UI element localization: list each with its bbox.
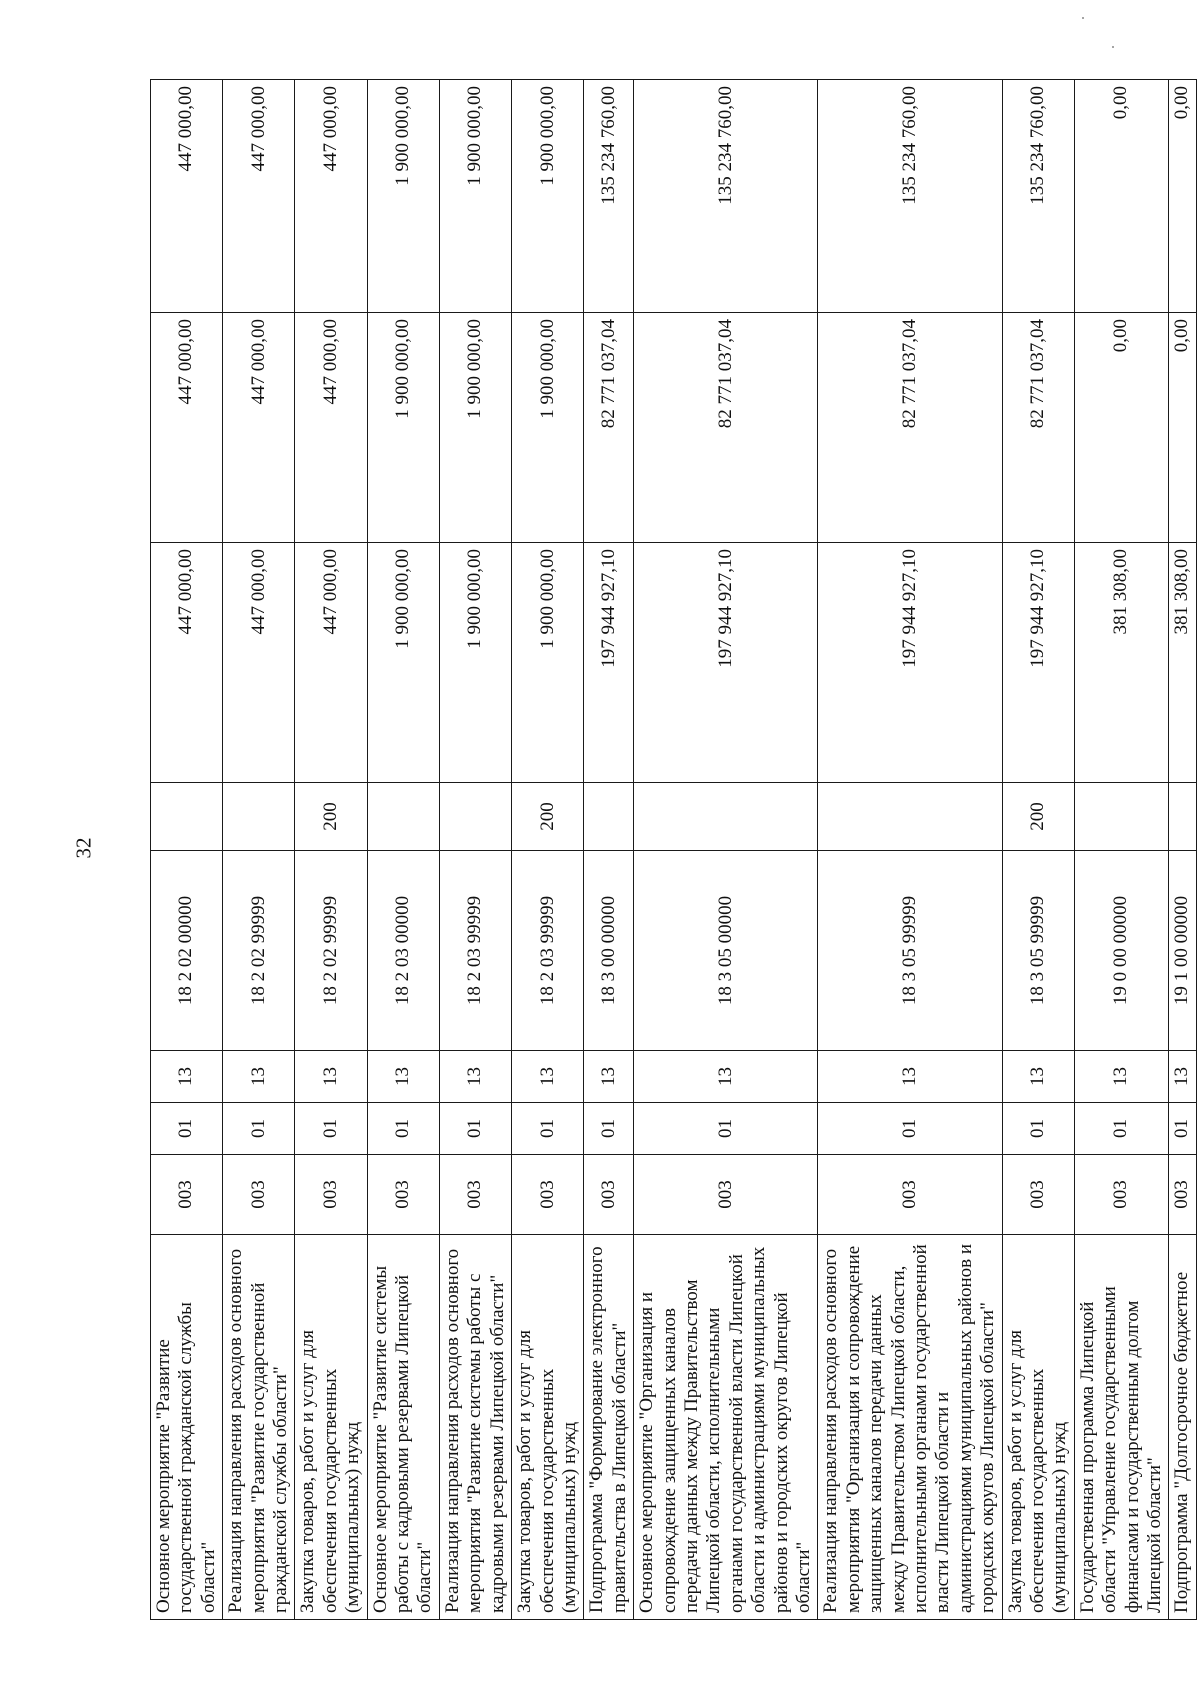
row-code-target: 18 3 00 00000 [584,851,634,1051]
row-name: Реализация направления расходов основного мероприятия "Развитие государственной гражданской службы области" [223,1235,295,1620]
row-sum-3: 1 900 000,00 [367,80,439,313]
row-code-subsection: 13 [512,1051,584,1103]
row-sum-1: 197 944 927,10 [1002,543,1074,783]
row-code-admin: 003 [223,1155,295,1235]
row-code-subsection: 13 [1074,1051,1169,1103]
row-code-target: 18 2 02 00000 [151,851,223,1051]
row-code-expense-type [1074,783,1169,851]
row-sum-2: 447 000,00 [151,313,223,543]
row-code-section: 01 [367,1103,439,1155]
row-code-target: 18 2 03 99999 [512,851,584,1051]
row-name: Реализация направления расходов основного мероприятия "Организация и сопровождение защищенных каналов передачи данных между Правительством Липецкой области, исполнительными органами государственной власти Липецкой области и администрациями муниципальных районов и городских округов Липецкой области" [818,1235,1002,1620]
row-sum-2: 82 771 037,04 [1002,313,1074,543]
row-code-subsection: 13 [634,1051,818,1103]
row-code-section: 01 [818,1103,1002,1155]
row-code-admin: 003 [1002,1155,1074,1235]
row-sum-1: 447 000,00 [295,543,367,783]
row-sum-2: 0,00 [1169,313,1196,543]
row-name: Основное мероприятие "Развитие государственной гражданской службы области" [151,1235,223,1620]
table-row [818,80,1002,1620]
row-code-expense-type [367,783,439,851]
row-sum-3: 447 000,00 [151,80,223,313]
table-body [151,80,1197,1620]
row-sum-1: 197 944 927,10 [634,543,818,783]
row-sum-2: 82 771 037,04 [818,313,1002,543]
row-sum-1: 447 000,00 [151,543,223,783]
row-sum-1: 381 308,00 [1074,543,1169,783]
row-sum-3: 447 000,00 [223,80,295,313]
page-number: 32 [71,837,96,859]
row-code-expense-type [223,783,295,851]
row-name: Реализация направления расходов основного мероприятия "Развитие системы работы с кадровыми резервами Липецкой области" [439,1235,511,1620]
row-code-admin: 003 [818,1155,1002,1235]
row-sum-1: 447 000,00 [223,543,295,783]
row-code-section: 01 [634,1103,818,1155]
row-code-subsection: 13 [223,1051,295,1103]
rotated-table-wrapper [150,80,1193,1620]
row-code-admin: 003 [512,1155,584,1235]
row-code-admin: 003 [1169,1155,1196,1235]
row-code-target: 18 2 03 99999 [439,851,511,1051]
row-name: Закупка товаров, работ и услуг для обеспечения государственных (муниципальных) нужд [295,1235,367,1620]
row-code-section: 01 [1074,1103,1169,1155]
table-row [295,80,367,1620]
row-code-expense-type [439,783,511,851]
row-code-expense-type: 200 [512,783,584,851]
row-sum-2: 1 900 000,00 [512,313,584,543]
row-sum-3: 1 900 000,00 [439,80,511,313]
row-name: Государственная программа Липецкой области "Управление государственными финансами и государственным долгом Липецкой области" [1074,1235,1169,1620]
row-code-subsection: 13 [584,1051,634,1103]
row-code-expense-type [818,783,1002,851]
row-code-target: 18 2 02 99999 [295,851,367,1051]
row-sum-1: 1 900 000,00 [439,543,511,783]
row-code-admin: 003 [634,1155,818,1235]
row-code-target: 18 3 05 99999 [818,851,1002,1051]
row-sum-2: 82 771 037,04 [584,313,634,543]
row-code-admin: 003 [151,1155,223,1235]
row-sum-2: 447 000,00 [223,313,295,543]
row-code-expense-type: 200 [295,783,367,851]
row-sum-3: 447 000,00 [295,80,367,313]
row-name: Подпрограмма "Формирование электронного правительства в Липецкой области" [584,1235,634,1620]
table-row [634,80,818,1620]
row-name: Закупка товаров, работ и услуг для обеспечения государственных (муниципальных) нужд [512,1235,584,1620]
scan-speck [1082,17,1084,19]
row-code-target: 18 3 05 99999 [1002,851,1074,1051]
row-code-subsection: 13 [295,1051,367,1103]
table-row [512,80,584,1620]
row-sum-2: 82 771 037,04 [634,313,818,543]
row-code-section: 01 [223,1103,295,1155]
budget-table [150,79,1197,1620]
row-code-target: 19 1 00 00000 [1169,851,1196,1051]
row-code-expense-type: 200 [1002,783,1074,851]
row-sum-3: 135 234 760,00 [634,80,818,313]
row-code-admin: 003 [1074,1155,1169,1235]
row-code-admin: 003 [584,1155,634,1235]
row-code-section: 01 [151,1103,223,1155]
row-code-expense-type [634,783,818,851]
table-row [223,80,295,1620]
row-sum-3: 0,00 [1074,80,1169,313]
row-sum-1: 197 944 927,10 [818,543,1002,783]
row-sum-2: 1 900 000,00 [439,313,511,543]
row-code-section: 01 [584,1103,634,1155]
row-code-admin: 003 [439,1155,511,1235]
row-code-expense-type [151,783,223,851]
row-code-admin: 003 [367,1155,439,1235]
row-name: Основное мероприятие "Развитие системы работы с кадровыми резервами Липецкой области" [367,1235,439,1620]
row-code-subsection: 13 [1169,1051,1196,1103]
row-code-section: 01 [295,1103,367,1155]
row-code-expense-type [1169,783,1196,851]
row-code-admin: 003 [295,1155,367,1235]
row-code-subsection: 13 [439,1051,511,1103]
row-sum-2: 1 900 000,00 [367,313,439,543]
row-code-subsection: 13 [1002,1051,1074,1103]
row-code-target: 18 2 03 00000 [367,851,439,1051]
row-code-section: 01 [512,1103,584,1155]
row-code-section: 01 [439,1103,511,1155]
table-row [1169,80,1196,1620]
row-code-section: 01 [1002,1103,1074,1155]
row-sum-1: 197 944 927,10 [584,543,634,783]
table-row [1074,80,1169,1620]
row-sum-3: 0,00 [1169,80,1196,313]
row-code-subsection: 13 [151,1051,223,1103]
table-row [584,80,634,1620]
row-code-target: 18 2 02 99999 [223,851,295,1051]
row-code-expense-type [584,783,634,851]
table-row [1002,80,1074,1620]
row-code-subsection: 13 [818,1051,1002,1103]
row-sum-2: 447 000,00 [295,313,367,543]
table-row [367,80,439,1620]
row-sum-1: 1 900 000,00 [367,543,439,783]
row-code-target: 19 0 00 00000 [1074,851,1169,1051]
row-name: Основное мероприятие "Организация и сопровождение защищенных каналов передачи данных между Правительством Липецкой области, исполнительными органами государственной власти Липецкой области и администрациями муниципальных районов и городских округов Липецкой области" [634,1235,818,1620]
row-code-section: 01 [1169,1103,1196,1155]
row-sum-1: 1 900 000,00 [512,543,584,783]
table-row [439,80,511,1620]
scan-speck [1112,46,1114,48]
row-code-subsection: 13 [367,1051,439,1103]
row-sum-2: 0,00 [1074,313,1169,543]
row-sum-3: 135 234 760,00 [818,80,1002,313]
table-row [151,80,223,1620]
row-sum-3: 135 234 760,00 [584,80,634,313]
row-name: Подпрограмма "Долгосрочное бюджетное [1169,1235,1196,1620]
row-code-target: 18 3 05 00000 [634,851,818,1051]
row-name: Закупка товаров, работ и услуг для обеспечения государственных (муниципальных) нужд [1002,1235,1074,1620]
row-sum-3: 135 234 760,00 [1002,80,1074,313]
row-sum-1: 381 308,00 [1169,543,1196,783]
row-sum-3: 1 900 000,00 [512,80,584,313]
